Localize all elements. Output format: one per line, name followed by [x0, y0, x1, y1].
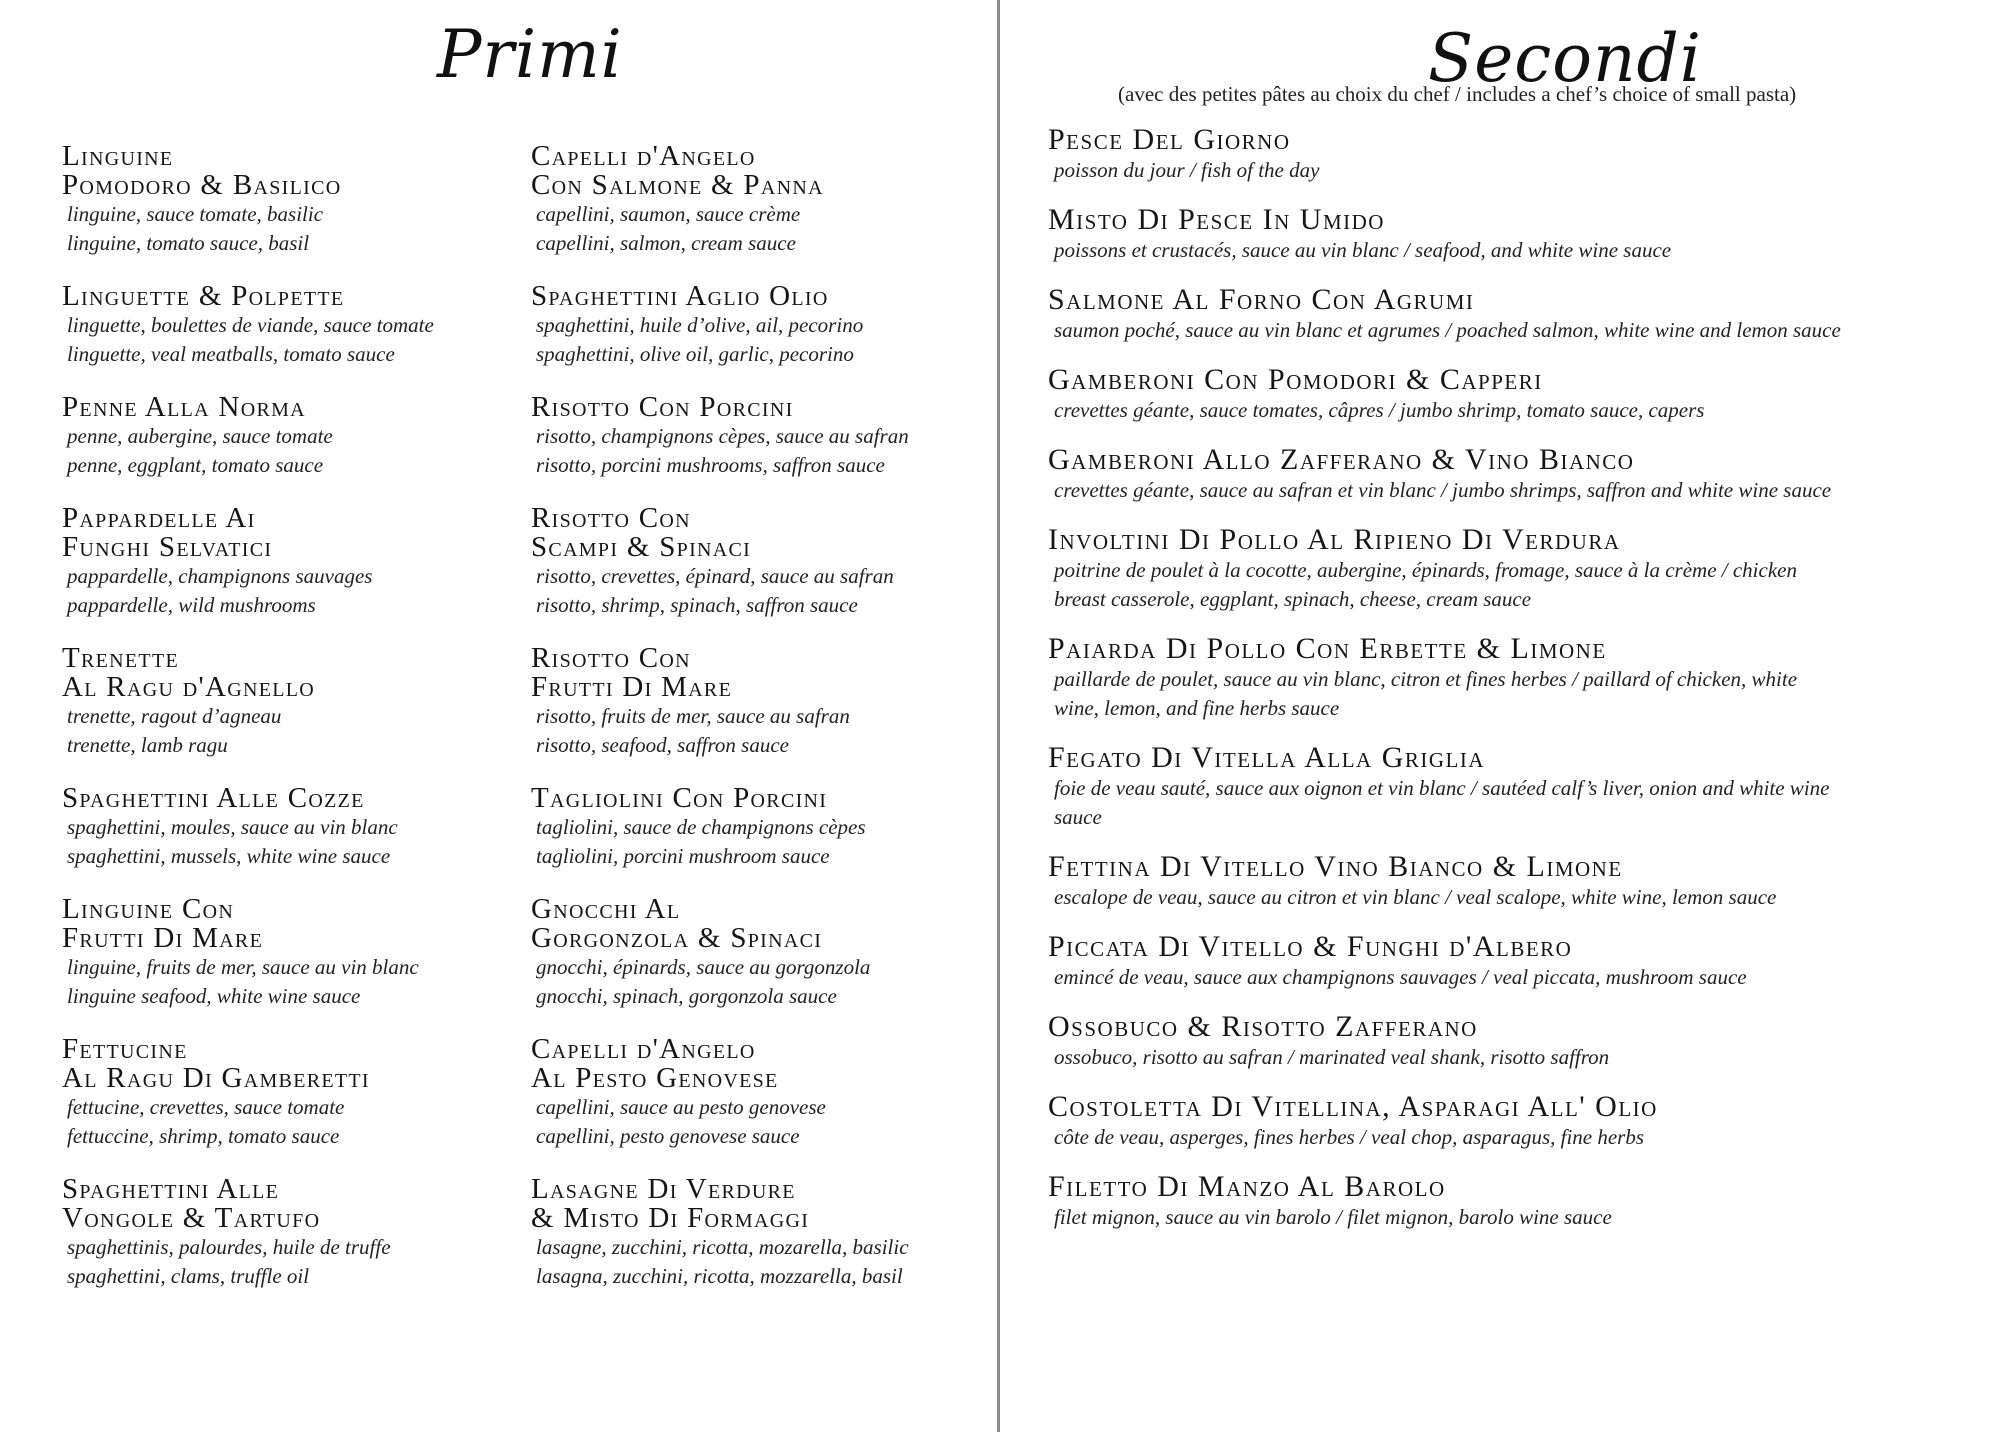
dish-description — [531, 1093, 991, 1151]
menu-item — [1048, 1011, 1948, 1072]
dish-name-line: Risotto Con — [531, 642, 691, 674]
dish-description — [1048, 1043, 1844, 1072]
dish-description — [531, 1233, 991, 1291]
dish-description-line: spaghettini, clams, truffle oil — [67, 1264, 310, 1288]
dish-description — [1048, 156, 1844, 185]
dish-name — [1048, 1171, 1948, 1203]
dish-name — [1048, 284, 1948, 316]
dish-description-line: trenette, ragout d’agneau — [67, 704, 282, 728]
dish-name-line: Al Pesto Genovese — [531, 1062, 779, 1094]
dish-name-line: Tagliolini Con Porcini — [531, 782, 828, 814]
dish-description-line: paillarde de poulet, sauce au vin blanc, citron et fines herbes / paillard of chicken, white wine, lemon, and fine herbs sauce — [1054, 667, 1798, 720]
dish-description-line: spaghettini, mussels, white wine sauce — [67, 844, 391, 868]
dish-description — [1048, 556, 1844, 614]
menu-item — [1048, 364, 1948, 425]
dish-description — [62, 1233, 502, 1291]
dish-description-line: lasagne, zucchini, ricotta, mozarella, basilic — [536, 1235, 909, 1259]
dish-name — [531, 1035, 991, 1093]
dish-description-line: linguine, tomato sauce, basil — [67, 231, 310, 255]
menu-item — [62, 282, 502, 369]
dish-description — [531, 200, 991, 258]
dish-name-line: Misto Di Pesce In Umido — [1048, 203, 1385, 236]
dish-name-line: Linguine — [62, 140, 174, 172]
dish-description-line: ossobuco, risotto au safran / marinated veal shank, risotto saffron — [1054, 1045, 1610, 1069]
dish-description — [531, 311, 991, 369]
dish-name-line: Gorgonzola & Spinaci — [531, 922, 823, 954]
dish-description-line: fettucine, crevettes, sauce tomate — [67, 1095, 345, 1119]
dish-name-line: Costoletta Di Vitellina, Asparagi All' Olio — [1048, 1090, 1658, 1123]
dish-name-line: Frutti Di Mare — [62, 922, 264, 954]
secondi-column — [1048, 124, 1948, 1232]
dish-description-line: capellini, sauce au pesto genovese — [536, 1095, 826, 1119]
dish-description — [1048, 396, 1844, 425]
dish-description-line: risotto, fruits de mer, sauce au safran — [536, 704, 850, 728]
dish-name — [1048, 124, 1948, 156]
menu-item — [62, 1175, 502, 1291]
dish-name-line: Salmone Al Forno Con Agrumi — [1048, 283, 1475, 316]
dish-description-line: lasagna, zucchini, ricotta, mozzarella, basil — [536, 1264, 903, 1288]
dish-name — [531, 1175, 991, 1233]
dish-name-line: Linguine Con — [62, 893, 235, 925]
dish-name-line: Penne Alla Norma — [62, 391, 306, 423]
dish-name — [1048, 444, 1948, 476]
dish-name-line: Risotto Con — [531, 502, 691, 534]
dish-description-line: tagliolini, sauce de champignons cèpes — [536, 815, 866, 839]
dish-name — [62, 644, 502, 702]
dish-description-line: crevettes géante, sauce au safran et vin blanc / jumbo shrimps, saffron and white wine sauce — [1054, 478, 1832, 502]
dish-description-line: risotto, porcini mushrooms, saffron sauce — [536, 453, 885, 477]
menu-item — [62, 644, 502, 760]
dish-description — [62, 813, 502, 871]
dish-name-line: Spaghettini Alle Cozze — [62, 782, 365, 814]
dish-description-line: poitrine de poulet à la cocotte, aubergine, épinards, fromage, sauce à la crème / chicken breast casserole, eggplant, spinach, cheese, cream sauce — [1054, 558, 1797, 611]
dish-description-line: linguine, sauce tomate, basilic — [67, 202, 324, 226]
dish-name — [531, 142, 991, 200]
dish-description-line: spaghettini, huile d’olive, ail, pecorino — [536, 313, 864, 337]
dish-name — [531, 282, 991, 311]
dish-name — [531, 504, 991, 562]
dish-name — [1048, 1091, 1948, 1123]
dish-description-line: penne, aubergine, sauce tomate — [67, 424, 333, 448]
dish-name-line: Pappardelle Ai — [62, 502, 256, 534]
dish-name-line: Trenette — [62, 642, 179, 674]
dish-name — [1048, 633, 1948, 665]
menu-item — [1048, 742, 1948, 832]
menu-item — [531, 644, 991, 760]
menu-item — [62, 504, 502, 620]
dish-description-line: risotto, champignons cèpes, sauce au safran — [536, 424, 909, 448]
dish-name-line: Filetto Di Manzo Al Barolo — [1048, 1170, 1446, 1203]
menu-item — [531, 1035, 991, 1151]
dish-name-line: Gamberoni Allo Zafferano & Vino Bianco — [1048, 443, 1635, 476]
dish-name — [1048, 364, 1948, 396]
menu-item — [62, 784, 502, 871]
dish-name-line: Gamberoni Con Pomodori & Capperi — [1048, 363, 1543, 396]
menu-item — [1048, 444, 1948, 505]
dish-name — [62, 895, 502, 953]
menu-item — [1048, 524, 1948, 614]
dish-description — [531, 702, 991, 760]
primi-column-2 — [531, 142, 991, 1291]
dish-description — [531, 813, 991, 871]
dish-description-line: poisson du jour / fish of the day — [1054, 158, 1320, 182]
dish-description-line: spaghettini, olive oil, garlic, pecorino — [536, 342, 854, 366]
dish-name-line: Fegato Di Vitella Alla Griglia — [1048, 741, 1486, 774]
dish-name — [531, 895, 991, 953]
dish-name-line: Paiarda Di Pollo Con Erbette & Limone — [1048, 632, 1607, 665]
menu-item — [531, 784, 991, 871]
menu-item — [62, 1035, 502, 1151]
secondi-subtitle: (avec des petites pâtes au choix du chef / includes a chef’s choice of small pasta) — [1118, 82, 1797, 106]
dish-description-line: pappardelle, wild mushrooms — [67, 593, 316, 617]
dish-name-line: Al Ragu Di Gamberetti — [62, 1062, 370, 1094]
primi-column-1 — [62, 142, 502, 1291]
dish-description-line: risotto, crevettes, épinard, sauce au safran — [536, 564, 894, 588]
dish-name — [62, 1035, 502, 1093]
dish-name-line: Al Ragu d'Agnello — [62, 671, 316, 703]
dish-description-line: risotto, seafood, saffron sauce — [536, 733, 789, 757]
center-divider — [997, 0, 1000, 1432]
dish-description-line: linguette, boulettes de viande, sauce tomate — [67, 313, 434, 337]
menu-item — [1048, 1171, 1948, 1232]
dish-description — [1048, 774, 1844, 832]
dish-name — [62, 1175, 502, 1233]
dish-name — [531, 784, 991, 813]
dish-name — [1048, 524, 1948, 556]
dish-name-line: Fettina Di Vitello Vino Bianco & Limone — [1048, 850, 1623, 883]
dish-name-line: Lasagne Di Verdure — [531, 1173, 796, 1205]
menu-item — [531, 282, 991, 369]
menu-item — [1048, 284, 1948, 345]
dish-name-line: Risotto Con Porcini — [531, 391, 794, 423]
menu-item — [1048, 124, 1948, 185]
dish-description-line: fettuccine, shrimp, tomato sauce — [67, 1124, 340, 1148]
dish-name-line: Frutti Di Mare — [531, 671, 733, 703]
dish-description-line: poissons et crustacés, sauce au vin blanc / seafood, and white wine sauce — [1054, 238, 1672, 262]
dish-name-line: Vongole & Tartufo — [62, 1202, 321, 1234]
menu-item — [62, 895, 502, 1011]
dish-description-line: filet mignon, sauce au vin barolo / filet mignon, barolo wine sauce — [1054, 1205, 1612, 1229]
dish-name-line: Spaghettini Alle — [62, 1173, 280, 1205]
menu-item — [62, 393, 502, 480]
menu-item — [1048, 931, 1948, 992]
dish-name — [62, 784, 502, 813]
dish-description-line: spaghettinis, palourdes, huile de truffe — [67, 1235, 391, 1259]
dish-name — [62, 504, 502, 562]
menu-item — [1048, 851, 1948, 912]
dish-name — [62, 282, 502, 311]
dish-description-line: capellini, salmon, cream sauce — [536, 231, 796, 255]
dish-description — [1048, 1203, 1844, 1232]
dish-description-line: capellini, saumon, sauce crème — [536, 202, 801, 226]
menu-item — [531, 504, 991, 620]
dish-description-line: côte de veau, asperges, fines herbes / veal chop, asparagus, fine herbs — [1054, 1125, 1645, 1149]
dish-name-line: Spaghettini Aglio Olio — [531, 280, 829, 312]
menu-item — [1048, 633, 1948, 723]
dish-description — [62, 702, 502, 760]
dish-description — [1048, 1123, 1844, 1152]
dish-name-line: Gnocchi Al — [531, 893, 681, 925]
dish-name-line: Capelli d'Angelo — [531, 140, 756, 172]
dish-name-line: Linguette & Polpette — [62, 280, 345, 312]
dish-description — [531, 953, 991, 1011]
dish-name — [1048, 742, 1948, 774]
dish-description — [1048, 665, 1844, 723]
dish-description-line: linguine seafood, white wine sauce — [67, 984, 361, 1008]
dish-name-line: Scampi & Spinaci — [531, 531, 752, 563]
dish-description-line: foie de veau sauté, sauce aux oignon et vin blanc / sautéed calf’s liver, onion and white wine sauce — [1054, 776, 1830, 829]
dish-description — [531, 562, 991, 620]
dish-description — [1048, 883, 1844, 912]
menu-item — [531, 1175, 991, 1291]
dish-name-line: Pesce Del Giorno — [1048, 123, 1291, 156]
dish-name — [62, 142, 502, 200]
dish-description-line: gnocchi, spinach, gorgonzola sauce — [536, 984, 837, 1008]
dish-description — [1048, 316, 1844, 345]
dish-description — [1048, 476, 1844, 505]
dish-name-line: Fettucine — [62, 1033, 188, 1065]
primi-title: Primi — [437, 16, 623, 93]
dish-description-line: emincé de veau, sauce aux champignons sauvages / veal piccata, mushroom sauce — [1054, 965, 1747, 989]
dish-name-line: Involtini Di Pollo Al Ripieno Di Verdura — [1048, 523, 1621, 556]
dish-description — [62, 953, 502, 1011]
dish-description-line: capellini, pesto genovese sauce — [536, 1124, 800, 1148]
menu-item — [62, 142, 502, 258]
dish-name — [1048, 931, 1948, 963]
dish-description-line: pappardelle, champignons sauvages — [67, 564, 373, 588]
dish-name — [531, 644, 991, 702]
dish-description — [62, 1093, 502, 1151]
dish-description — [62, 311, 502, 369]
dish-description — [1048, 963, 1844, 992]
dish-description — [62, 200, 502, 258]
dish-description-line: saumon poché, sauce au vin blanc et agrumes / poached salmon, white wine and lemon sauce — [1054, 318, 1841, 342]
dish-name-line: Funghi Selvatici — [62, 531, 273, 563]
dish-description — [62, 422, 502, 480]
dish-name-line: & Misto Di Formaggi — [531, 1202, 810, 1234]
menu-item — [531, 142, 991, 258]
menu-item — [1048, 1091, 1948, 1152]
dish-description-line: linguine, fruits de mer, sauce au vin blanc — [67, 955, 419, 979]
dish-name — [62, 393, 502, 422]
dish-name-line: Con Salmone & Panna — [531, 169, 824, 201]
dish-name-line: Ossobuco & Risotto Zafferano — [1048, 1010, 1478, 1043]
dish-name — [531, 393, 991, 422]
secondi-title: Secondi — [1428, 20, 1702, 97]
dish-description-line: spaghettini, moules, sauce au vin blanc — [67, 815, 398, 839]
dish-name — [1048, 1011, 1948, 1043]
dish-description-line: penne, eggplant, tomato sauce — [67, 453, 324, 477]
dish-description-line: trenette, lamb ragu — [67, 733, 228, 757]
dish-name — [1048, 851, 1948, 883]
dish-description — [1048, 236, 1844, 265]
dish-description-line: gnocchi, épinards, sauce au gorgonzola — [536, 955, 871, 979]
dish-description-line: risotto, shrimp, spinach, saffron sauce — [536, 593, 858, 617]
dish-name-line: Pomodoro & Basilico — [62, 169, 342, 201]
dish-description-line: linguette, veal meatballs, tomato sauce — [67, 342, 395, 366]
dish-description-line: tagliolini, porcini mushroom sauce — [536, 844, 830, 868]
dish-description-line: crevettes géante, sauce tomates, câpres / jumbo shrimp, tomato sauce, capers — [1054, 398, 1705, 422]
menu-item — [531, 393, 991, 480]
dish-description-line: escalope de veau, sauce au citron et vin blanc / veal scalope, white wine, lemon sauce — [1054, 885, 1777, 909]
dish-description — [62, 562, 502, 620]
dish-name — [1048, 204, 1948, 236]
dish-description — [531, 422, 991, 480]
menu-item — [531, 895, 991, 1011]
dish-name-line: Piccata Di Vitello & Funghi d'Albero — [1048, 930, 1573, 963]
dish-name-line: Capelli d'Angelo — [531, 1033, 756, 1065]
menu-item — [1048, 204, 1948, 265]
